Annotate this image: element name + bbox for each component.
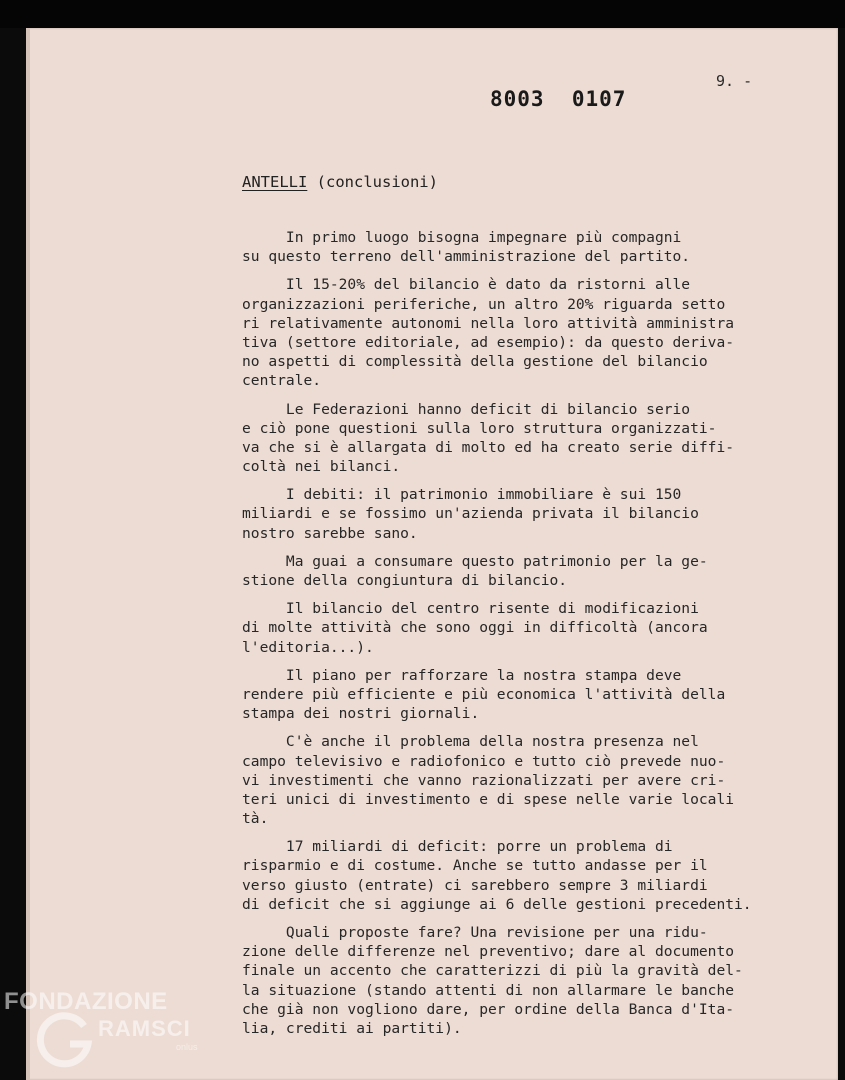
text-line: nostro sarebbe sano. — [242, 524, 418, 542]
text-line: risparmio e di costume. Anche se tutto andasse per il — [242, 857, 708, 875]
text-line: tà. — [242, 810, 269, 828]
text-line: su questo terreno dell'amministrazione del partito. — [242, 248, 691, 266]
text-line: Le Federazioni hanno deficit di bilancio serio — [242, 400, 691, 418]
text-line: Il 15-20% del bilancio è dato da ristorni alle — [242, 276, 691, 294]
text-line: Il bilancio del centro risente di modificazioni — [242, 600, 699, 618]
text-line: va che si è allargata di molto ed ha creato serie diffi- — [242, 438, 735, 456]
text-line: la situazione (stando attenti di non allarmare le banche — [242, 981, 735, 999]
watermark-line-2: RAMSCI — [98, 1016, 191, 1041]
watermark-g-logo-icon — [36, 1010, 96, 1070]
watermark-line-1: FONDAZIONE — [4, 988, 168, 1015]
text-line: 17 miliardi di deficit: porre un problema di — [242, 838, 673, 856]
paragraph — [242, 400, 812, 477]
page-left-edge — [26, 28, 30, 1080]
heading-subtitle: (conclusioni) — [307, 173, 438, 191]
paragraph — [242, 923, 812, 1038]
archive-stamp-number: 8003 0107 — [490, 87, 627, 111]
text-line: ri relativamente autonomi nella loro attività amministra — [242, 314, 735, 332]
text-line: teri unici di investimento e di spese nelle varie locali — [242, 790, 735, 808]
text-line: di molte attività che sono oggi in difficoltà (ancora — [242, 619, 708, 637]
speaker-name: ANTELLI — [242, 173, 308, 191]
paragraph — [242, 837, 812, 914]
text-line: In primo luogo bisogna impegnare più compagni — [242, 229, 682, 246]
text-line: Ma guai a consumare questo patrimonio per la ge- — [242, 552, 708, 570]
top-dark-band — [0, 0, 845, 28]
paragraph — [242, 485, 812, 543]
text-line: verso giusto (entrate) ci sarebbero sempre 3 miliardi — [242, 876, 708, 894]
text-line: di deficit che si aggiunge ai 6 delle gestioni precedenti. — [242, 895, 752, 913]
text-line: stampa dei nostri giornali. — [242, 705, 480, 723]
watermark-onlus: onlus — [176, 1042, 198, 1052]
paragraph — [242, 599, 812, 657]
text-line: no aspetti di complessità della gestione del bilancio — [242, 353, 708, 371]
section-heading — [242, 173, 438, 191]
text-line: e ciò pone questioni sulla loro struttura organizzati- — [242, 419, 717, 437]
text-line: lia, crediti ai partiti). — [242, 1019, 462, 1037]
text-line: vi investimenti che vanno razionalizzati per avere cri- — [242, 771, 726, 789]
paragraph — [242, 275, 812, 390]
text-line: organizzazioni periferiche, un altro 20% riguarda setto — [242, 295, 726, 313]
fondazione-gramsci-watermark — [4, 988, 224, 1080]
typewritten-body — [242, 228, 812, 1047]
text-line: campo televisivo e radiofonico e tutto ciò prevede nuo- — [242, 752, 726, 770]
text-line: rendere più efficiente e più economica l'attività della — [242, 685, 726, 703]
text-line: Il piano per rafforzare la nostra stampa deve — [242, 666, 682, 684]
text-line: l'editoria...). — [242, 638, 374, 656]
text-line: stione della congiuntura di bilancio. — [242, 572, 568, 589]
text-line: coltà nei bilanci. — [242, 458, 401, 476]
text-line: Quali proposte fare? Una revisione per una ridu- — [242, 924, 708, 941]
text-line: miliardi e se fossimo un'azienda privata il bilancio — [242, 505, 699, 523]
text-line: centrale. — [242, 372, 322, 390]
paragraph — [242, 732, 812, 828]
text-line: tiva (settore editoriale, ad esempio): da questo deriva- — [242, 333, 735, 351]
text-line: zione delle differenze nel preventivo; dare al documento — [242, 943, 735, 961]
paragraph — [242, 666, 812, 724]
text-line: I debiti: il patrimonio immobiliare è sui 150 — [242, 486, 682, 504]
paragraph — [242, 552, 812, 590]
paragraph — [242, 228, 812, 266]
text-line: C'è anche il problema della nostra presenza nel — [242, 733, 699, 751]
page-number: 9. - — [716, 72, 753, 90]
text-line: che già non vogliono dare, per ordine della Banca d'Ita- — [242, 1000, 735, 1018]
text-line: finale un accento che caratterizzi di più la gravità del- — [242, 962, 743, 980]
